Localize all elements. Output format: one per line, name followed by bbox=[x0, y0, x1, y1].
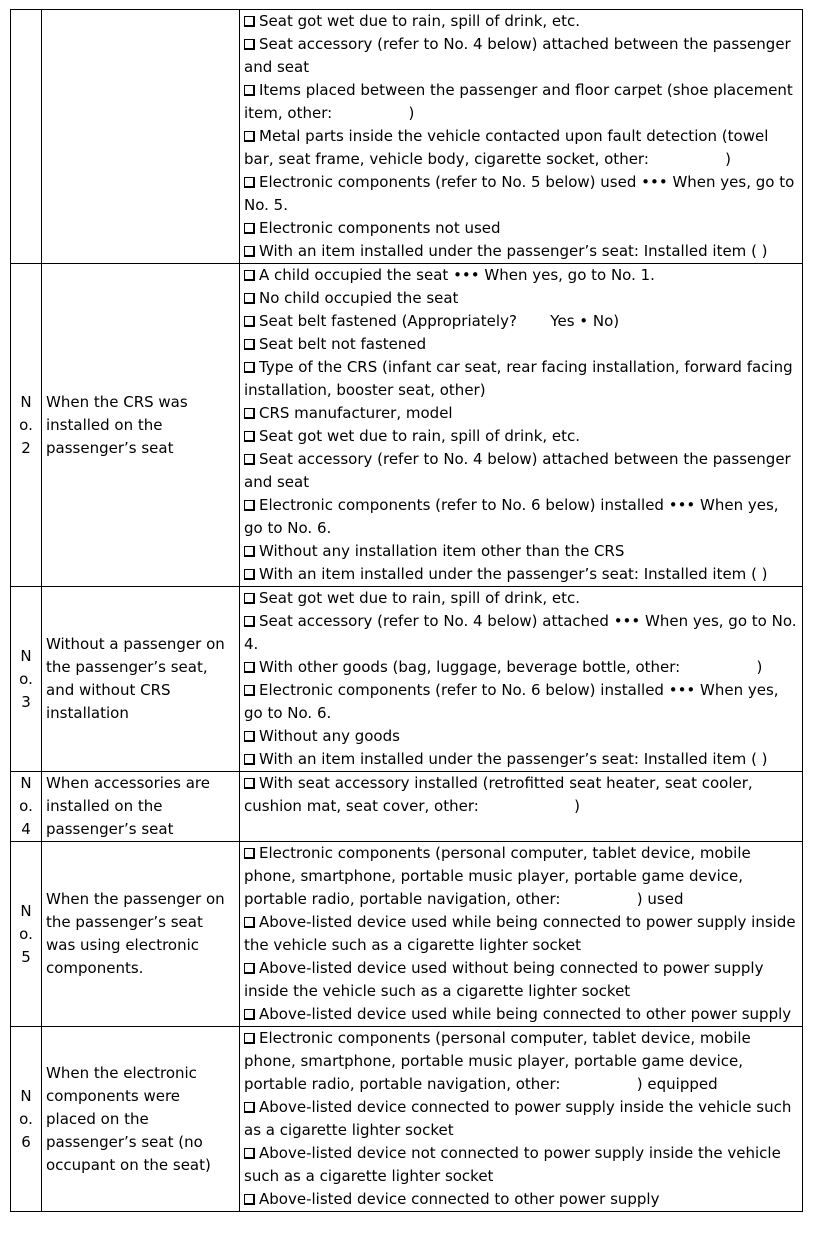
checklist-item-label: Seat got wet due to rain, spill of drink, etc. bbox=[259, 589, 581, 607]
checklist-item-label: Electronic components (personal computer, tablet device, mobile phone, smartphone, portable music player, portable game device, portable radio, portable navigation, other: ) equipped bbox=[244, 1029, 756, 1093]
checkbox-icon[interactable] bbox=[244, 500, 255, 511]
checklist-item bbox=[244, 287, 798, 310]
checklist-item bbox=[244, 772, 798, 818]
checklist-item bbox=[244, 494, 798, 540]
checklist-item bbox=[244, 587, 798, 610]
checkbox-icon[interactable] bbox=[244, 339, 255, 350]
table-row bbox=[11, 842, 803, 1027]
checklist-table bbox=[10, 9, 803, 1212]
table-row bbox=[11, 772, 803, 842]
checklist-item-label: Electronic components (refer to No. 6 below) installed ••• When yes, go to No. 6. bbox=[244, 681, 784, 722]
checklist-item-label: With other goods (bag, luggage, beverage bottle, other: ) bbox=[259, 658, 763, 676]
checkbox-icon[interactable] bbox=[244, 1148, 255, 1159]
checklist-item bbox=[244, 1188, 798, 1211]
checklist-item bbox=[244, 1003, 798, 1026]
checklist-item bbox=[244, 10, 798, 33]
checklist-item bbox=[244, 171, 798, 217]
table-row bbox=[11, 10, 803, 264]
condition-text: When the CRS was installed on the passenger’s seat bbox=[46, 392, 188, 457]
row-number: No. 5 bbox=[19, 901, 33, 966]
checkbox-icon[interactable] bbox=[244, 778, 255, 789]
checkbox-icon[interactable] bbox=[244, 316, 255, 327]
condition-checklist bbox=[10, 9, 803, 1212]
table-row bbox=[11, 1027, 803, 1212]
checklist-item bbox=[244, 679, 798, 725]
checkbox-icon[interactable] bbox=[244, 546, 255, 557]
checklist-item bbox=[244, 125, 798, 171]
checklist-items-cell bbox=[240, 264, 803, 587]
checklist-item-label: Type of the CRS (infant car seat, rear facing installation, forward facing installation, booster seat, other) bbox=[244, 358, 798, 399]
checklist-item bbox=[244, 842, 798, 911]
checkbox-icon[interactable] bbox=[244, 270, 255, 281]
checkbox-icon[interactable] bbox=[244, 963, 255, 974]
row-number-cell bbox=[11, 587, 42, 772]
checklist-item-label: With an item installed under the passenger’s seat: Installed item ( ) bbox=[259, 750, 768, 768]
checklist-item-label: Seat belt not fastened bbox=[259, 335, 427, 353]
condition-cell bbox=[42, 1027, 240, 1212]
checklist-item bbox=[244, 264, 798, 287]
checklist-item-label: Seat belt fastened (Appropriately? Yes • No) bbox=[259, 312, 620, 330]
checklist-item-label: Above-listed device used while being connected to power supply inside the vehicle such as a cigarette lighter socket bbox=[244, 913, 801, 954]
checklist-item bbox=[244, 333, 798, 356]
checkbox-icon[interactable] bbox=[244, 731, 255, 742]
checklist-item-label: Electronic components not used bbox=[259, 219, 501, 237]
checklist-items-cell bbox=[240, 1027, 803, 1212]
row-number-cell bbox=[11, 1027, 42, 1212]
condition-text: When accessories are installed on the passenger’s seat bbox=[46, 774, 210, 838]
checklist-item bbox=[244, 402, 798, 425]
checklist-item bbox=[244, 310, 798, 333]
checklist-item bbox=[244, 563, 798, 586]
checkbox-icon[interactable] bbox=[244, 16, 255, 27]
checkbox-icon[interactable] bbox=[244, 177, 255, 188]
checklist-item-label: Above-listed device not connected to power supply inside the vehicle such as a cigarette lighter socket bbox=[244, 1144, 786, 1185]
checklist-item bbox=[244, 1027, 798, 1096]
checklist-item-label: Above-listed device connected to other power supply bbox=[259, 1190, 660, 1208]
checklist-item bbox=[244, 240, 798, 263]
table-row bbox=[11, 587, 803, 772]
checkbox-icon[interactable] bbox=[244, 662, 255, 673]
checkbox-icon[interactable] bbox=[244, 569, 255, 580]
checklist-items-cell bbox=[240, 587, 803, 772]
checklist-item-label: With an item installed under the passenger’s seat: Installed item ( ) bbox=[259, 565, 768, 583]
condition-cell bbox=[42, 772, 240, 842]
checklist-item-label: Without any goods bbox=[259, 727, 400, 745]
checklist-item bbox=[244, 79, 798, 125]
checkbox-icon[interactable] bbox=[244, 223, 255, 234]
checkbox-icon[interactable] bbox=[244, 39, 255, 50]
checkbox-icon[interactable] bbox=[244, 131, 255, 142]
checkbox-icon[interactable] bbox=[244, 616, 255, 627]
checkbox-icon[interactable] bbox=[244, 362, 255, 373]
condition-cell bbox=[42, 10, 240, 264]
row-number-cell bbox=[11, 842, 42, 1027]
checklist-item bbox=[244, 1142, 798, 1188]
checkbox-icon[interactable] bbox=[244, 1102, 255, 1113]
checklist-items-cell bbox=[240, 842, 803, 1027]
checklist-item-label: Seat got wet due to rain, spill of drink, etc. bbox=[259, 12, 581, 30]
checklist-item bbox=[244, 448, 798, 494]
checklist-item bbox=[244, 33, 798, 79]
row-number-cell bbox=[11, 264, 42, 587]
checklist-items-cell bbox=[240, 10, 803, 264]
checkbox-icon[interactable] bbox=[244, 754, 255, 765]
checklist-item-label: Without any installation item other than the CRS bbox=[259, 542, 625, 560]
checklist-item bbox=[244, 217, 798, 240]
checklist-item-label: Seat accessory (refer to No. 4 below) attached between the passenger and seat bbox=[244, 450, 796, 491]
checkbox-icon[interactable] bbox=[244, 454, 255, 465]
checkbox-icon[interactable] bbox=[244, 917, 255, 928]
checklist-item-label: Metal parts inside the vehicle contacted upon fault detection (towel bar, seat frame, vehicle body, cigarette socket, other: ) bbox=[244, 127, 774, 168]
checklist-item bbox=[244, 540, 798, 563]
row-number: No. 2 bbox=[19, 392, 33, 457]
checkbox-icon[interactable] bbox=[244, 85, 255, 96]
checkbox-icon[interactable] bbox=[244, 1194, 255, 1205]
checklist-item-label: No child occupied the seat bbox=[259, 289, 459, 307]
checklist-item bbox=[244, 356, 798, 402]
checklist-item bbox=[244, 425, 798, 448]
checklist-item-label: Above-listed device used without being connected to power supply inside the vehicle such as a cigarette lighter socket bbox=[244, 959, 769, 1000]
checklist-item-label: Above-listed device used while being connected to other power supply bbox=[259, 1005, 792, 1023]
row-number: No. 3 bbox=[19, 646, 33, 711]
row-number: No. 4 bbox=[19, 774, 33, 838]
checklist-item bbox=[244, 748, 798, 771]
checklist-item bbox=[244, 610, 802, 656]
row-number-cell bbox=[11, 772, 42, 842]
condition-cell bbox=[42, 587, 240, 772]
checkbox-icon[interactable] bbox=[244, 246, 255, 257]
checklist-item bbox=[244, 656, 798, 679]
checklist-item bbox=[244, 957, 798, 1003]
checklist-item-label: Electronic components (refer to No. 5 below) used ••• When yes, go to No. 5. bbox=[244, 173, 800, 214]
condition-cell bbox=[42, 264, 240, 587]
checkbox-icon[interactable] bbox=[244, 848, 255, 859]
row-number: No. 6 bbox=[19, 1086, 33, 1151]
checkbox-icon[interactable] bbox=[244, 431, 255, 442]
condition-text: Without a passenger on the passenger’s seat, and without CRS installation bbox=[46, 635, 225, 722]
checklist-item-label: CRS manufacturer, model bbox=[259, 404, 453, 422]
checklist-item-label: Seat accessory (refer to No. 4 below) attached ••• When yes, go to No. 4. bbox=[244, 612, 802, 653]
checklist-item-label: Seat got wet due to rain, spill of drink, etc. bbox=[259, 427, 581, 445]
checklist-item-label: With an item installed under the passenger’s seat: Installed item ( ) bbox=[259, 242, 768, 260]
row-number-cell bbox=[11, 10, 42, 264]
checklist-item-label: Electronic components (refer to No. 6 below) installed ••• When yes, go to No. 6. bbox=[244, 496, 784, 537]
checklist-item-label: With seat accessory installed (retrofitted seat heater, seat cooler, cushion mat, seat cover, other: ) bbox=[244, 774, 758, 815]
checklist-items-cell bbox=[240, 772, 803, 842]
checkbox-icon[interactable] bbox=[244, 293, 255, 304]
checklist-item bbox=[244, 911, 801, 957]
table-row bbox=[11, 264, 803, 587]
checkbox-icon[interactable] bbox=[244, 408, 255, 419]
checkbox-icon[interactable] bbox=[244, 685, 255, 696]
condition-text: When the electronic components were placed on the passenger’s seat (no occupant on the seat) bbox=[46, 1063, 211, 1174]
checkbox-icon[interactable] bbox=[244, 1033, 255, 1044]
condition-text: When the passenger on the passenger’s seat was using electronic components. bbox=[46, 890, 225, 977]
checkbox-icon[interactable] bbox=[244, 593, 255, 604]
checklist-item bbox=[244, 1096, 798, 1142]
checklist-item-label: Seat accessory (refer to No. 4 below) attached between the passenger and seat bbox=[244, 35, 796, 76]
checklist-item-label: Above-listed device connected to power supply inside the vehicle such as a cigarette lighter socket bbox=[244, 1098, 797, 1139]
checkbox-icon[interactable] bbox=[244, 1009, 255, 1020]
checklist-item-label: A child occupied the seat ••• When yes, go to No. 1. bbox=[259, 266, 655, 284]
checklist-item-label: Electronic components (personal computer, tablet device, mobile phone, smartphone, portable music player, portable game device, portable radio, portable navigation, other: ) used bbox=[244, 844, 756, 908]
condition-cell bbox=[42, 842, 240, 1027]
checklist-item-label: Items placed between the passenger and floor carpet (shoe placement item, other: ) bbox=[244, 81, 798, 122]
checklist-item bbox=[244, 725, 798, 748]
